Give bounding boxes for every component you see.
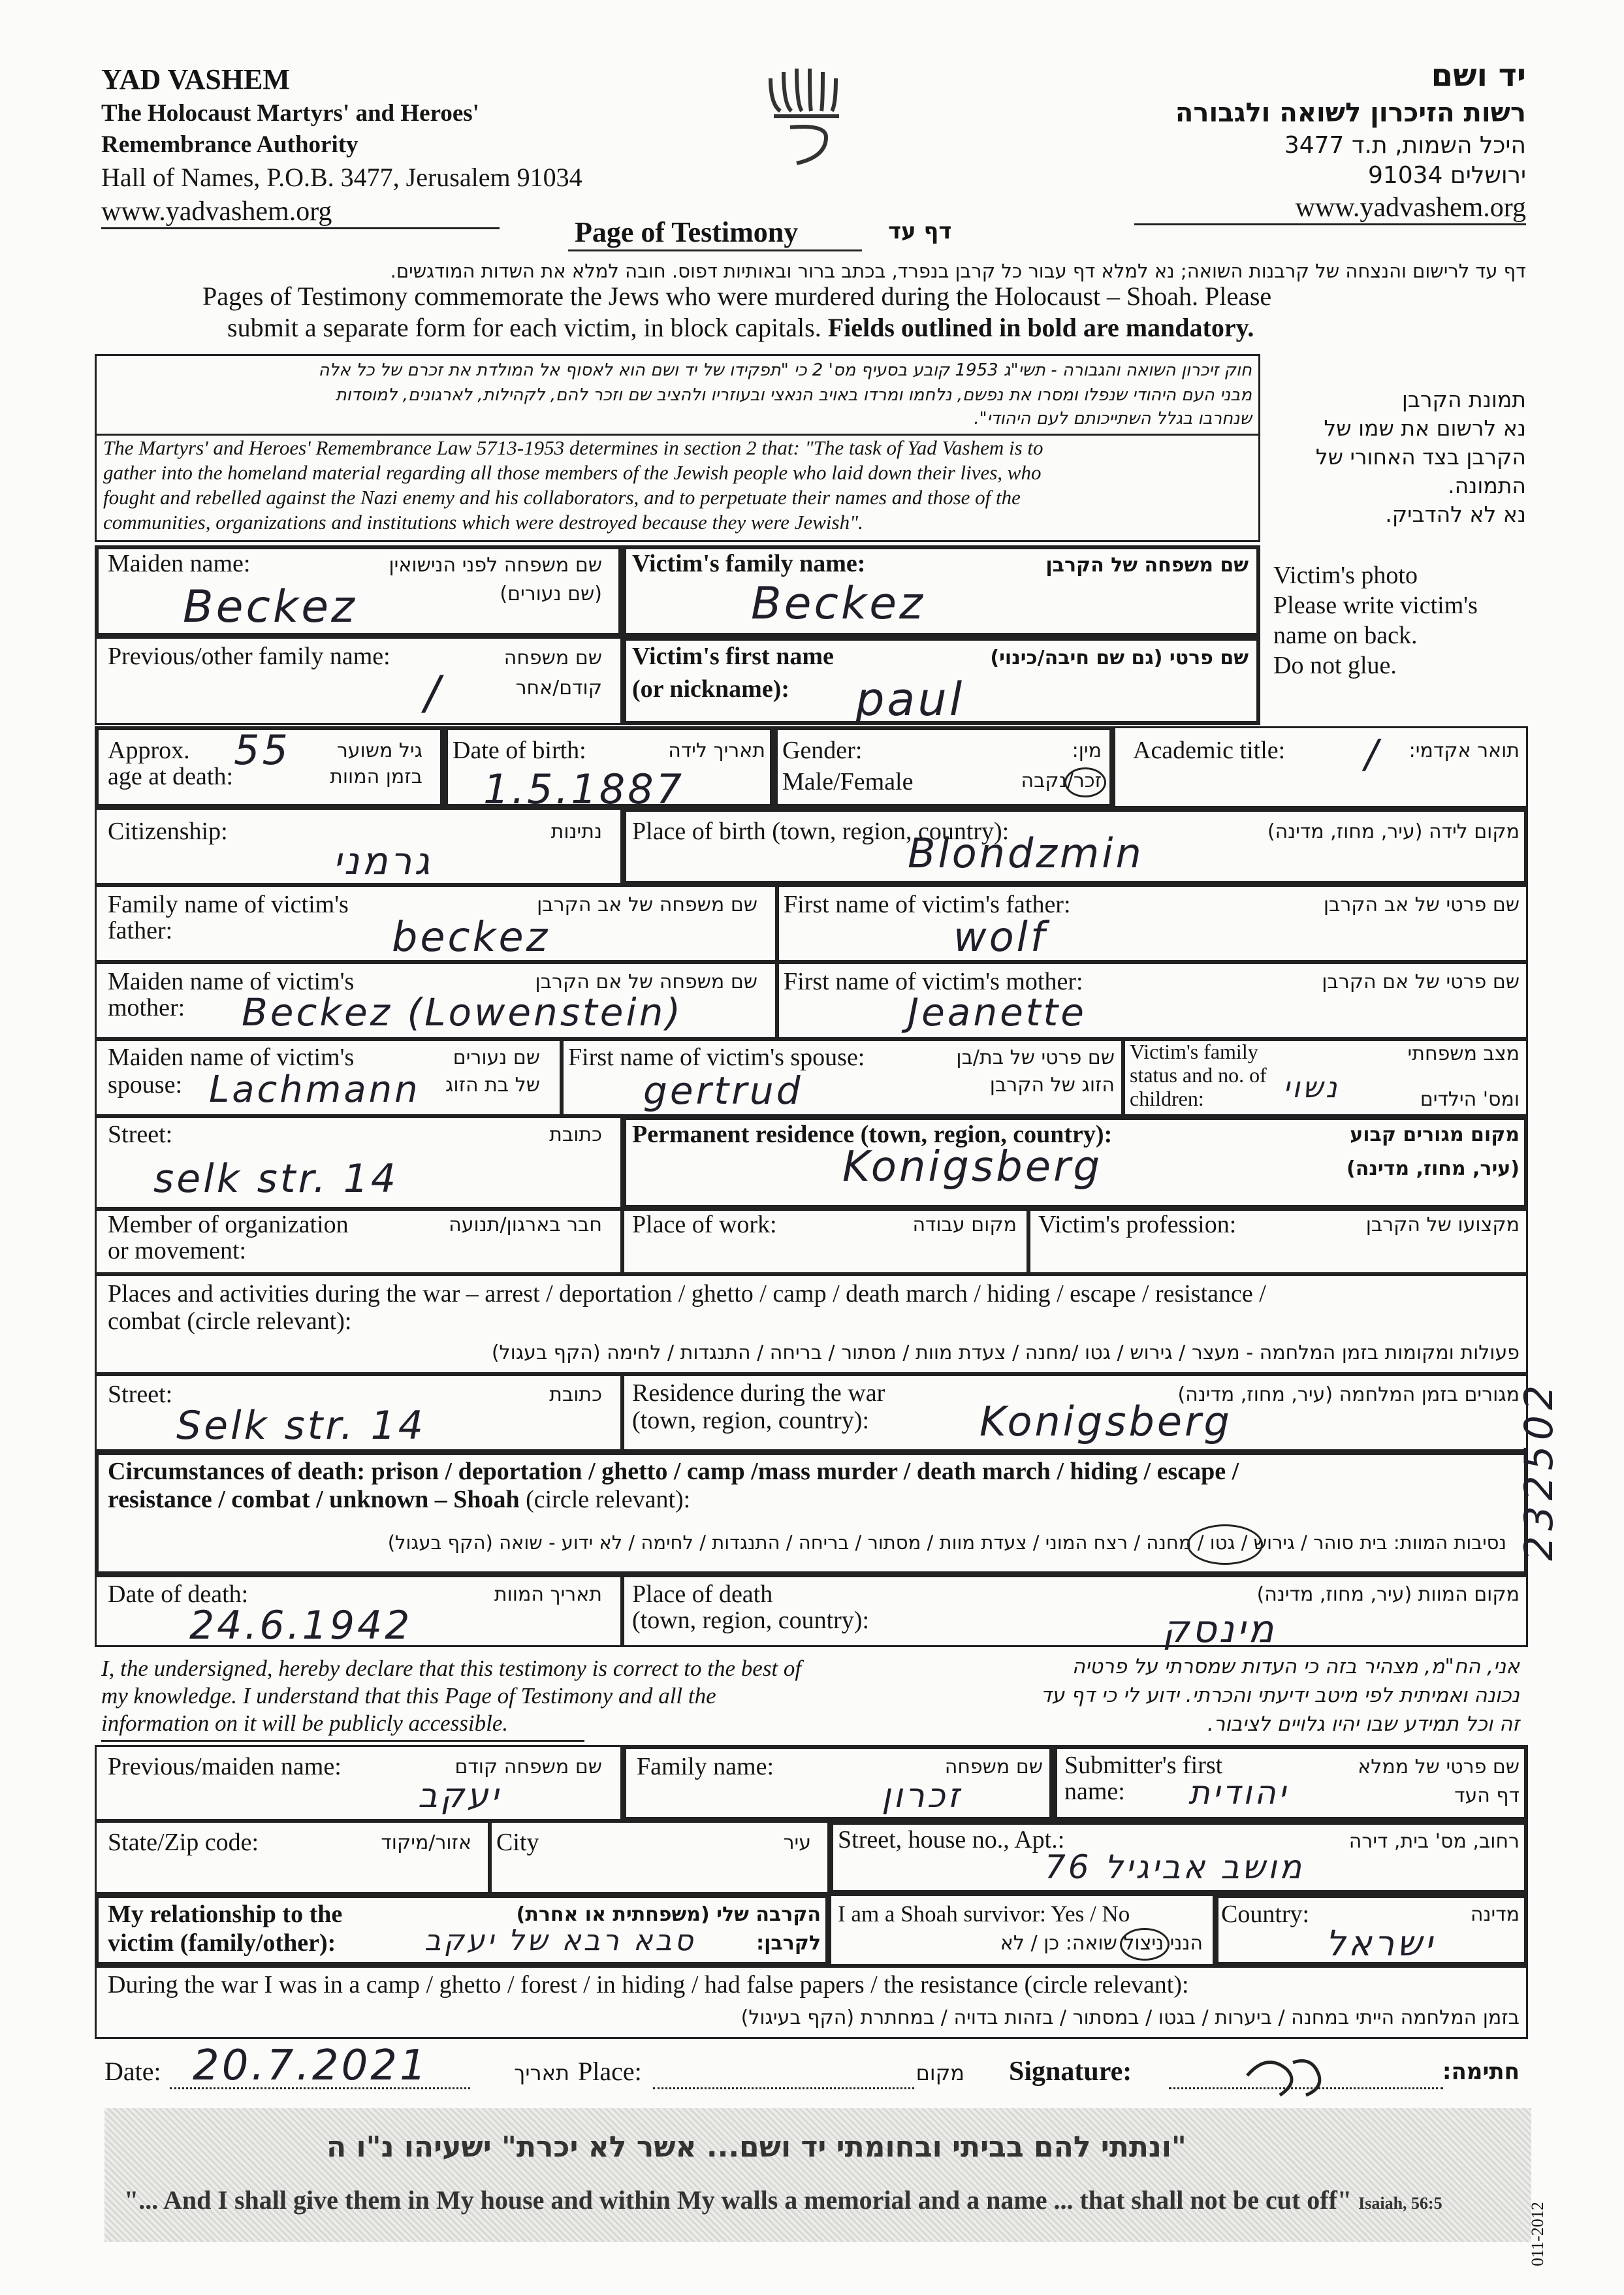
birthplace-label-he: מקום לידה (עיר, מחוז, מדינה) bbox=[1267, 820, 1520, 843]
intro-en-1: Pages of Testimony commemorate the Jews who were murdered during the Holocaust – Shoah. Please bbox=[202, 281, 1272, 311]
mother-maiden-label-2: mother: bbox=[108, 994, 185, 1021]
camp-label: During the war I was in a camp / ghetto / forest / in hiding / had false papers / the resistance (circle relevant): bbox=[108, 1971, 1189, 1998]
war-street-label-he: כתובת bbox=[549, 1383, 602, 1406]
birthplace-value: Blondzmin bbox=[908, 829, 1144, 877]
family-name-label: Victim's family name: bbox=[632, 550, 866, 577]
submitter-first-label-he-2: דף העד bbox=[1454, 1784, 1520, 1807]
previous-name-label-he-2: קודם/אחר bbox=[515, 677, 602, 699]
street-label-he: כתובת bbox=[549, 1123, 602, 1146]
father-family-label: Family name of victim's bbox=[108, 891, 349, 918]
submitter-city-label-he: עיר bbox=[783, 1831, 811, 1854]
academic-value: / bbox=[1365, 731, 1381, 777]
page-title: Page of Testimony bbox=[575, 216, 799, 248]
spouse-maiden-value: Lachmann bbox=[209, 1068, 421, 1111]
stamp-number: 232502 bbox=[1516, 1379, 1562, 1561]
photo-he-2: נא לרשום את שמו של bbox=[1324, 415, 1526, 441]
family-status-label-3: children: bbox=[1130, 1087, 1204, 1110]
page-title-he: דף עד bbox=[888, 218, 952, 244]
survivor-circle-mark bbox=[1120, 1928, 1170, 1961]
photo-he bbox=[1316, 385, 1526, 529]
circumstances-circle-mark bbox=[1187, 1524, 1263, 1565]
spouse-maiden-label-he: שם נעורים bbox=[453, 1046, 540, 1069]
age-value: 55 bbox=[234, 726, 291, 774]
org-subtitle-en: The Holocaust Martyrs' and Heroes' bbox=[101, 100, 479, 127]
footer-quote-en-text: "... And I shall give them in My house and within My walls a memorial and a name ... that shall not be cut off" bbox=[124, 2185, 1352, 2215]
spouse-first-label-he-2: הזוג של הקרבן bbox=[989, 1074, 1115, 1097]
family-status-label-he-2: ומס' הילדים bbox=[1420, 1088, 1520, 1111]
mother-maiden-label-he: שם משפחה של אם הקרבן bbox=[535, 971, 757, 993]
residence-label-he-2: (עיר, מחוז, מדינה) bbox=[1346, 1157, 1520, 1180]
law-en-2: gather into the homeland material regarding all those members of the Jewish people who laid down their lives, who bbox=[103, 461, 1042, 484]
footer-quote-en bbox=[124, 2185, 1442, 2215]
org-subtitle-en-2: Remembrance Authority bbox=[101, 131, 358, 158]
title-underline bbox=[568, 249, 862, 251]
age-label-he-2: בזמן המוות bbox=[330, 765, 422, 788]
circumstances-label-2 bbox=[108, 1485, 690, 1514]
law-divider bbox=[95, 434, 1260, 436]
father-first-label-he: שם פרטי של אב הקרבן bbox=[1323, 893, 1520, 916]
circumstances-label: Circumstances of death: prison / deportation / ghetto / camp /mass murder / death march / hiding / escape / bbox=[108, 1458, 1239, 1485]
law-he-3: שנחרבו בגלל השתייכותם לעם היהודי". bbox=[974, 409, 1252, 428]
dob-label-he: תאריך לידה bbox=[668, 739, 765, 762]
underline-left bbox=[101, 227, 500, 229]
survivor-label: I am a Shoah survivor: Yes / No bbox=[838, 1901, 1130, 1927]
submitter-city-field[interactable] bbox=[490, 1821, 829, 1894]
residence-value: Konigsberg bbox=[842, 1143, 1103, 1191]
country-label-he: מדינה bbox=[1470, 1903, 1520, 1926]
photo-en bbox=[1273, 560, 1478, 681]
gender-label-2: Male/Female bbox=[782, 768, 914, 795]
relationship-label: My relationship to the bbox=[108, 1901, 343, 1928]
street-value: selk str. 14 bbox=[153, 1156, 399, 1202]
father-first-label: First name of victim's father: bbox=[784, 891, 1071, 918]
org-url-right: www.yadvashem.org bbox=[1295, 193, 1526, 223]
spouse-first-label: First name of victim's spouse: bbox=[568, 1044, 865, 1071]
place-death-label: Place of death bbox=[632, 1581, 773, 1608]
residence-label-he: מקום מגורים קבוע bbox=[1350, 1123, 1520, 1146]
citizenship-label: Citizenship: bbox=[108, 818, 228, 845]
citizenship-label-he: נתינות bbox=[550, 820, 602, 843]
father-family-value: beckez bbox=[392, 913, 550, 961]
declaration-he-2: נכונה ואמיתית לפי מיטב ידיעתי והכרתי. ידוע לי כי דף עד bbox=[1040, 1684, 1520, 1707]
war-residence-label-he: מגורים בזמן המלחמה (עיר, מחוז, מדינה) bbox=[1177, 1383, 1520, 1406]
submitter-first-label-2: name: bbox=[1064, 1778, 1125, 1805]
declaration-underline bbox=[101, 1740, 584, 1742]
place-line bbox=[653, 2087, 914, 2089]
date-death-label-he: תאריך המוות bbox=[494, 1583, 602, 1606]
org-address-en: Hall of Names, P.O.B. 3477, Jerusalem 91034 bbox=[101, 163, 582, 192]
maiden-name-label: Maiden name: bbox=[108, 550, 251, 577]
spouse-maiden-label-he-2: של בת הזוג bbox=[445, 1074, 540, 1097]
place-death-value: מינסק bbox=[1162, 1607, 1277, 1651]
family-status-label-1: Victim's family bbox=[1130, 1040, 1258, 1063]
submitter-first-value: יהודית bbox=[1188, 1774, 1288, 1812]
photo-he-3: הקרבן בצד האחורי של bbox=[1315, 444, 1526, 470]
law-en-3: fought and rebelled against the Nazi enemy and his collaborators, and to perpetuate their names and those of the bbox=[103, 486, 1021, 509]
submitter-previous-label: Previous/maiden name: bbox=[108, 1753, 342, 1780]
spouse-maiden-label-2: spouse: bbox=[108, 1071, 182, 1099]
war-residence-value: Konigsberg bbox=[979, 1398, 1232, 1445]
org-name-en: YAD VASHEM bbox=[101, 63, 290, 95]
residence-label: Permanent residence (town, region, country): bbox=[632, 1121, 1113, 1148]
mother-maiden-value: Beckez (Lowenstein) bbox=[242, 990, 683, 1035]
mother-first-value: Jeanette bbox=[908, 990, 1087, 1035]
submitter-street-label: Street, house no., Apt.: bbox=[838, 1826, 1065, 1854]
war-activities-label-he: פעולות ומקומות בזמן המלחמה - מעצר / גירוש / גטו /מחנה / צעדת מוות / מסתור / בריחה / התנגדות / לחימה (הקף בעגול) bbox=[491, 1341, 1520, 1364]
underline-right bbox=[1134, 223, 1526, 225]
law-en-4: communities, organizations and institutions which were destroyed because they were Jewish". bbox=[103, 511, 863, 534]
footer-quote-ref: Isaiah, 56:5 bbox=[1358, 2194, 1442, 2213]
spouse-maiden-label: Maiden name of victim's bbox=[108, 1044, 355, 1071]
photo-en-4: Do not glue. bbox=[1273, 652, 1397, 679]
submitter-first-label-he: שם פרטי של ממלא bbox=[1358, 1756, 1520, 1778]
signature-label-he: חתימה: bbox=[1442, 2059, 1520, 2085]
footer-banner bbox=[104, 2108, 1531, 2242]
place-label: Place: bbox=[578, 2057, 642, 2086]
birthplace-label: Place of birth (town, region, country): bbox=[632, 818, 1010, 845]
law-en-1: The Martyrs' and Heroes' Remembrance Law 5713-1953 determines in section 2 that: "The task of Yad Vashem is to bbox=[103, 436, 1043, 459]
maiden-name-label-he-2: (שם נעורים) bbox=[500, 583, 602, 605]
spouse-first-label-he: שם פרטי של בת/בן bbox=[956, 1046, 1115, 1069]
citizenship-value: גרמני bbox=[333, 839, 433, 883]
intro-en-2-text: submit a separate form for each victim, in block capitals. bbox=[227, 313, 821, 342]
age-label: Approx. bbox=[108, 737, 190, 764]
war-residence-label-2: (town, region, country): bbox=[632, 1407, 870, 1434]
father-family-label-2: father: bbox=[108, 917, 173, 944]
father-family-label-he: שם משפחה של אב הקרבן bbox=[537, 893, 757, 916]
form-code: 011-2012 bbox=[1528, 2202, 1547, 2266]
previous-name-value: / bbox=[424, 666, 443, 720]
dob-value: 1.5.1887 bbox=[483, 765, 685, 813]
submitter-first-label: Submitter's first bbox=[1064, 1752, 1223, 1779]
circumstances-label-2-plain: (circle relevant): bbox=[526, 1486, 691, 1513]
date-label: Date: bbox=[104, 2057, 161, 2086]
member-org-label-2: or movement: bbox=[108, 1237, 247, 1264]
maiden-name-label-he: שם משפחה לפני הנישואין bbox=[389, 554, 602, 577]
signature-mark bbox=[1241, 2049, 1339, 2105]
family-status-value: נשוי bbox=[1283, 1071, 1340, 1104]
maiden-name-value: Beckez bbox=[183, 581, 357, 633]
relationship-label-he-2: לקרבן: bbox=[756, 1932, 821, 1955]
date-value: 20.7.2021 bbox=[193, 2042, 429, 2090]
submitter-family-label: Family name: bbox=[637, 1753, 774, 1780]
gender-label: Gender: bbox=[782, 737, 863, 764]
submitter-zip-label: State/Zip code: bbox=[108, 1829, 259, 1856]
mother-first-label: First name of victim's mother: bbox=[784, 968, 1083, 995]
submitter-city-label: City bbox=[496, 1829, 539, 1856]
gender-circle-mark bbox=[1064, 767, 1106, 797]
date-death-value: 24.6.1942 bbox=[189, 1603, 413, 1648]
declaration-en-1: I, the undersigned, hereby declare that this testimony is correct to the best of bbox=[101, 1656, 802, 1681]
member-org-label: Member of organization bbox=[108, 1211, 349, 1238]
academic-label-he: תואר אקדמי: bbox=[1409, 739, 1520, 762]
law-he-2: מבני העם היהודי שנפלו ומסרו את נפשם, נלחמו ומרדו באויב הנאצי ובעוזריו ולהציב שם וזכר להם, לקהילות, לארגונים, למוסדות bbox=[335, 385, 1252, 405]
submitter-street-value: מושב אביגיל 76 bbox=[1045, 1848, 1305, 1886]
submitter-family-value: זכרון bbox=[882, 1776, 963, 1816]
mother-maiden-label: Maiden name of victim's bbox=[108, 968, 355, 995]
family-name-value: Beckez bbox=[751, 578, 925, 630]
place-label-he: מקום bbox=[915, 2061, 964, 2085]
war-street-value: Selk str. 14 bbox=[176, 1403, 426, 1449]
submitter-previous-value: יעקב bbox=[418, 1776, 502, 1816]
declaration-en-3: information on it will be publicly accessible. bbox=[101, 1710, 509, 1736]
survivor-label-he: הנני ניצול שואה: כן / לא bbox=[1000, 1932, 1203, 1955]
war-activities-label-2: combat (circle relevant): bbox=[108, 1308, 352, 1335]
declaration-he-3: זה וכל תמידע שבו יהיו גלויים לציבור. bbox=[1207, 1712, 1520, 1736]
place-death-label-2: (town, region, country): bbox=[632, 1607, 870, 1634]
intro-en-2-bold: Fields outlined in bold are mandatory. bbox=[827, 313, 1254, 342]
dob-label: Date of birth: bbox=[453, 737, 586, 764]
first-name-label-he: שם פרטי (גם שם חיבה/כינוי) bbox=[990, 647, 1249, 669]
workplace-label: Place of work: bbox=[632, 1211, 777, 1238]
photo-en-1: Victim's photo bbox=[1273, 562, 1418, 589]
first-name-label-2: (or nickname): bbox=[632, 675, 789, 703]
circumstances-label-he: נסיבות המוות: בית סוהר / גירוש / גטו / מחנה / רצח המוני / צעדת מוות / מסתור / בריחה / התנגדות / לחימה / לא ידוע - שואה (הקף בעגול) bbox=[387, 1532, 1506, 1554]
father-first-value: wolf bbox=[953, 913, 1047, 961]
submitter-zip-label-he: אזור/מיקוד bbox=[381, 1831, 471, 1854]
country-label: Country: bbox=[1221, 1901, 1310, 1928]
previous-name-label: Previous/other family name: bbox=[108, 643, 390, 670]
submitter-family-label-he: שם משפחה bbox=[944, 1756, 1043, 1778]
previous-name-label-he: שם משפחה bbox=[503, 647, 602, 669]
photo-en-3: name on back. bbox=[1273, 622, 1418, 649]
member-org-label-he: חבר בארגון/תנועה bbox=[449, 1213, 602, 1236]
gender-label-he-2: זכר/נקבה bbox=[1021, 769, 1102, 792]
declaration-en-2: my knowledge. I understand that this Page of Testimony and all the bbox=[101, 1683, 716, 1709]
photo-he-5: נא לא להדביק. bbox=[1385, 502, 1526, 527]
war-street-label: Street: bbox=[108, 1381, 173, 1408]
war-activities-label: Places and activities during the war – arrest / deportation / ghetto / camp / death march / hiding / escape / resistance / bbox=[108, 1280, 1266, 1308]
photo-he-1: תמונת הקרבן bbox=[1401, 387, 1526, 412]
street-label: Street: bbox=[108, 1121, 173, 1148]
submitter-street-label-he: רחוב, מס' בית, דירה bbox=[1348, 1830, 1520, 1853]
gender-label-he: מין: bbox=[1072, 739, 1102, 762]
org-subtitle-he: רשות הזיכרון לשואה ולגבורה bbox=[1175, 98, 1526, 128]
profession-label: Victim's profession: bbox=[1038, 1211, 1237, 1238]
law-he-1: חוק זיכרון השואה והגבורה - תשי"ג 1953 קובע בסעיף מס' 2 כי "תפקידו של יד ושם הוא לאסוף אל המולדת את זכרם של כל אלה bbox=[318, 361, 1252, 380]
relationship-value: סבא רבא של יעקב bbox=[424, 1924, 696, 1957]
footer-quote-he: "ונתתי להם בביתי ובחומתי יד ושם... אשר לא יכרת" ישעיהו נ"ו ה bbox=[326, 2130, 1186, 2164]
family-name-label-he: שם משפחה של הקרבן bbox=[1045, 554, 1249, 577]
date-label-he: תאריך bbox=[514, 2061, 569, 2085]
yad-vashem-logo bbox=[764, 65, 849, 173]
profession-label-he: מקצועו של הקרבן bbox=[1365, 1213, 1520, 1236]
age-label-he: גיל משוער bbox=[336, 739, 422, 762]
declaration-en bbox=[101, 1655, 801, 1737]
relationship-label-2: victim (family/other): bbox=[108, 1929, 336, 1957]
circumstances-label-2-bold: resistance / combat / unknown – Shoah bbox=[108, 1486, 520, 1513]
first-name-label: Victim's first name bbox=[632, 643, 834, 670]
family-status-label-he: מצב משפחתי bbox=[1407, 1042, 1520, 1065]
age-label-2: age at death: bbox=[108, 763, 234, 790]
war-residence-label: Residence during the war bbox=[632, 1379, 885, 1407]
country-value: ישראל bbox=[1326, 1923, 1435, 1964]
declaration-he-1: אני, הח"מ, מצהיר בזה כי העדות שמסרתי על פרטיה bbox=[1072, 1655, 1520, 1678]
org-name-he: יד ושם bbox=[1431, 57, 1526, 94]
org-url-left: www.yadvashem.org bbox=[101, 197, 332, 227]
photo-he-4: התמונה. bbox=[1448, 473, 1526, 498]
relationship-label-he: הקרבה שלי (משפחתית או אחרת) bbox=[516, 1903, 821, 1926]
submitter-previous-label-he: שם משפחה קודם bbox=[454, 1756, 602, 1778]
date-death-label: Date of death: bbox=[108, 1581, 249, 1608]
signature-label: Signature: bbox=[1009, 2057, 1132, 2087]
academic-label: Academic title: bbox=[1133, 737, 1286, 764]
org-city-he: ירושלים 91034 bbox=[1367, 162, 1526, 189]
workplace-label-he: מקום עבודה bbox=[912, 1213, 1017, 1236]
org-address-he: היכל השמות, ת.ד 3477 bbox=[1284, 132, 1526, 159]
declaration-he bbox=[1041, 1652, 1520, 1739]
mother-first-label-he: שם פרטי של אם הקרבן bbox=[1322, 971, 1520, 993]
family-status-label-2: status and no. of bbox=[1130, 1063, 1267, 1087]
intro-en-2 bbox=[227, 312, 1254, 343]
spouse-first-value: gertrud bbox=[643, 1068, 803, 1113]
place-death-label-he: מקום המוות (עיר, מחוז, מדינה) bbox=[1256, 1583, 1520, 1606]
first-name-value: paul bbox=[855, 673, 965, 726]
photo-en-2: Please write victim's bbox=[1273, 592, 1478, 619]
camp-label-he: בזמן המלחמה הייתי במחנה / ביערות / בגטו / במסתור / בזהות בדויה / במחתרת (הקף בעיגול) bbox=[740, 2006, 1520, 2029]
family-status-label bbox=[1130, 1040, 1267, 1110]
intro-he: דף עד לרישום והנצחה של קרבנות השואה; נא למלא דף עבור כל קרבן בנפרד, בכתב ברור ובאותיות דפוס. חובה למלא את השדות המודגשים. bbox=[390, 260, 1526, 282]
